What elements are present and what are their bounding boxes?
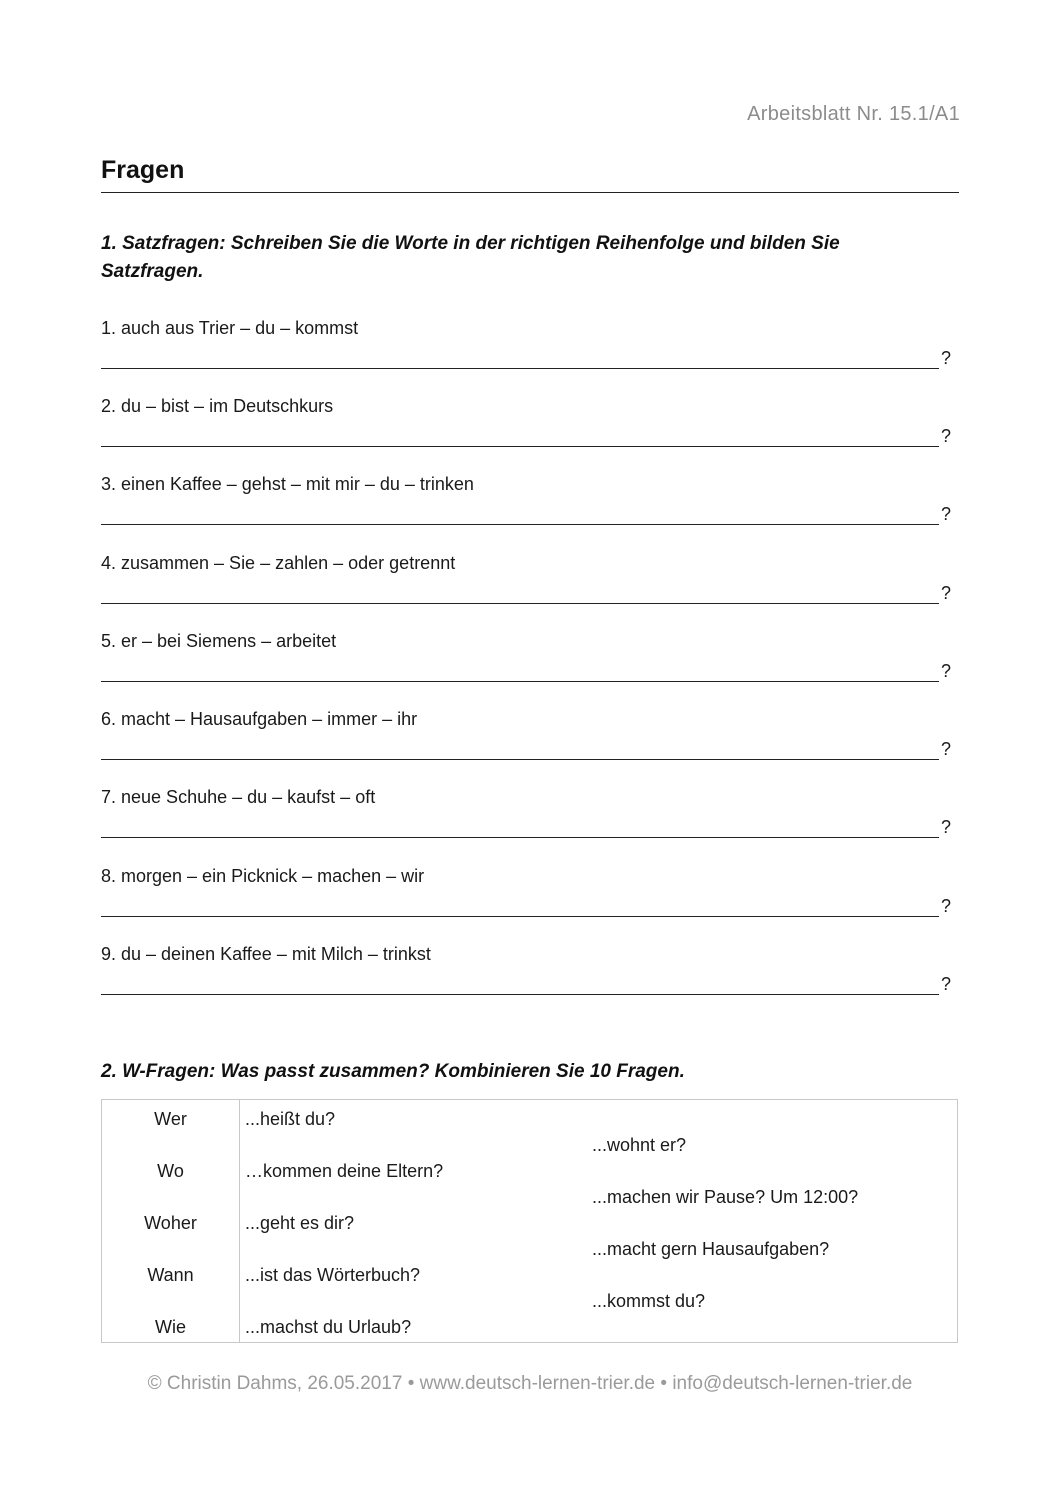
question-ending: ...wohnt er? <box>592 1135 687 1155</box>
question-mark: ? <box>941 426 952 446</box>
question-ending: ...machen wir Pause? Um 12:00? <box>592 1187 859 1207</box>
question-ending: …kommen deine Eltern? <box>245 1161 444 1181</box>
exercise-prompt: 8. morgen – ein Picknick – machen – wir <box>101 866 425 886</box>
answer-line[interactable] <box>101 446 939 447</box>
column-divider <box>239 1100 240 1342</box>
exercise-item-3 <box>101 472 961 550</box>
question-ending: ...machst du Urlaub? <box>245 1317 412 1337</box>
answer-line[interactable] <box>101 916 939 917</box>
exercise-item-8 <box>101 864 961 942</box>
question-mark: ? <box>941 583 952 603</box>
question-mark: ? <box>941 661 952 681</box>
exercise-prompt: 9. du – deinen Kaffee – mit Milch – trinkst <box>101 944 431 964</box>
question-ending: ...geht es dir? <box>245 1213 355 1233</box>
sheet-number: Arbeitsblatt Nr. 15.1/A1 <box>747 103 960 125</box>
answer-line[interactable] <box>101 759 939 760</box>
question-word: Wer <box>154 1109 187 1129</box>
question-mark: ? <box>941 504 952 524</box>
exercise-prompt: 2. du – bist – im Deutschkurs <box>101 396 334 416</box>
question-mark: ? <box>941 817 952 837</box>
answer-line[interactable] <box>101 603 939 604</box>
question-ending: ...kommst du? <box>592 1291 706 1311</box>
question-word: Wann <box>147 1265 194 1285</box>
task2-heading: 2. W-Fragen: Was passt zusammen? Kombinieren Sie 10 Fragen. <box>101 1061 685 1082</box>
question-word: Woher <box>144 1213 197 1233</box>
exercise-item-2 <box>101 394 961 472</box>
task1-heading: 1. Satzfragen: Schreiben Sie die Worte in der richtigen Reihenfolge und bilden Sie Satzfragen. <box>101 233 840 282</box>
exercise-prompt: 3. einen Kaffee – gehst – mit mir – du – trinken <box>101 474 474 494</box>
exercise-item-9 <box>101 942 961 1020</box>
answer-line[interactable] <box>101 837 939 838</box>
question-word: Wo <box>157 1161 184 1181</box>
exercise-prompt: 4. zusammen – Sie – zahlen – oder getrennt <box>101 553 456 573</box>
answer-line[interactable] <box>101 681 939 682</box>
page-title: Fragen <box>101 156 185 184</box>
question-ending: ...macht gern Hausaufgaben? <box>592 1239 830 1259</box>
exercise-item-1 <box>101 316 961 394</box>
footer-copyright: © Christin Dahms, 26.05.2017 • www.deutsch-lernen-trier.de • info@deutsch-lernen-trier.de <box>147 1373 913 1394</box>
exercise-item-5 <box>101 629 961 707</box>
question-mark: ? <box>941 974 952 994</box>
exercise-item-6 <box>101 707 961 785</box>
question-mark: ? <box>941 348 952 368</box>
exercise-prompt: 7. neue Schuhe – du – kaufst – oft <box>101 787 376 807</box>
answer-line[interactable] <box>101 994 939 995</box>
exercise-prompt: 5. er – bei Siemens – arbeitet <box>101 631 337 651</box>
question-mark: ? <box>941 739 952 759</box>
exercise-prompt: 1. auch aus Trier – du – kommst <box>101 318 359 338</box>
question-mark: ? <box>941 896 952 916</box>
question-word: Wie <box>155 1317 186 1337</box>
w-questions-table <box>101 1099 958 1343</box>
answer-line[interactable] <box>101 524 939 525</box>
exercise-item-7 <box>101 785 961 863</box>
question-ending: ...heißt du? <box>245 1109 336 1129</box>
exercise-item-4 <box>101 551 961 629</box>
answer-line[interactable] <box>101 368 939 369</box>
title-underline <box>101 192 959 193</box>
question-ending: ...ist das Wörterbuch? <box>245 1265 421 1285</box>
exercise-prompt: 6. macht – Hausaufgaben – immer – ihr <box>101 709 418 729</box>
